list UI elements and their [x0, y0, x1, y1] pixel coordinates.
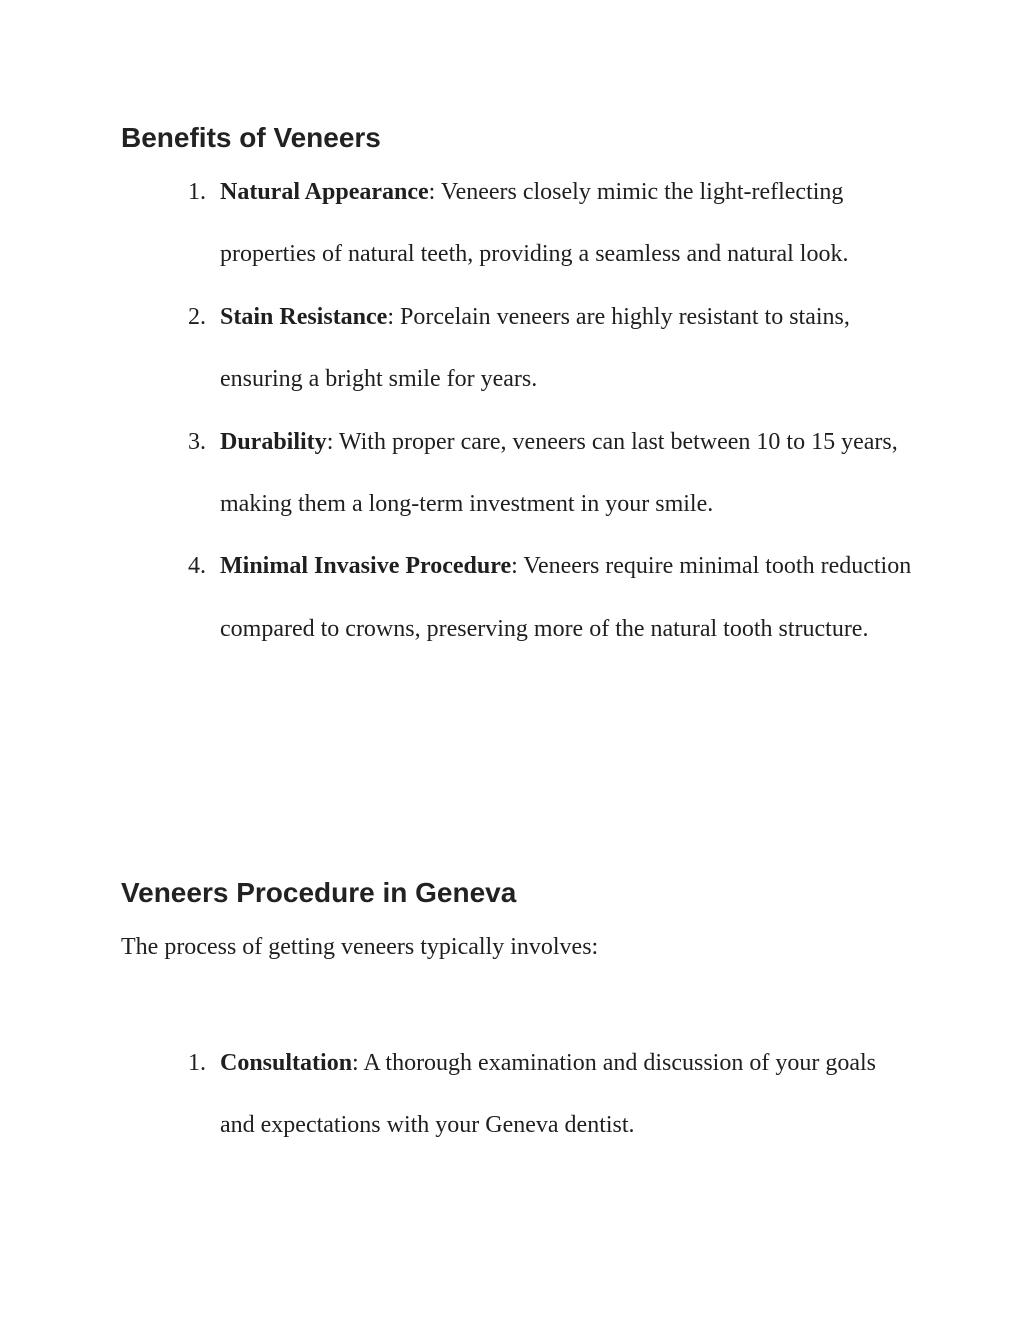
benefits-list: [0, 161, 1024, 660]
list-item-text: : Veneers closely mimic the light-reflecting properties of natural teeth, providing a seamless and natural look.: [220, 179, 849, 268]
list-item-number: 2.: [188, 303, 206, 330]
list-item: [0, 1032, 1024, 1157]
list-item: [0, 161, 1024, 286]
procedure-intro: The process of getting veneers typically involves:: [121, 934, 599, 960]
list-item-text: : Veneers require minimal tooth reduction compared to crowns, preserving more of the natural tooth structure.: [220, 553, 912, 642]
list-item: [0, 286, 1024, 411]
section-title-benefits: Benefits of Veneers: [121, 122, 381, 153]
list-item-number: 1.: [188, 179, 206, 205]
list-item-term: Durability: [220, 428, 327, 455]
procedure-list: [0, 1032, 1024, 1157]
list-item-term: Minimal Invasive Procedure: [220, 553, 512, 580]
list-item-text: : With proper care, veneers can last between 10 to 15 years, making them a long-term investment in your smile.: [220, 428, 898, 518]
list-item-text: : Porcelain veneers are highly resistant to stains, ensuring a bright smile for years.: [220, 303, 850, 393]
list-item-number: 3.: [188, 428, 206, 455]
list-item: [0, 411, 1024, 536]
list-item-number: 4.: [188, 553, 206, 580]
list-item: [0, 535, 1024, 660]
list-item-term: Consultation: [220, 1050, 353, 1076]
list-item-text: : A thorough examination and discussion of your goals and expectations with your Geneva dentist.: [220, 1050, 876, 1139]
section-title-procedure: Veneers Procedure in Geneva: [121, 877, 517, 908]
list-item-term: Stain Resistance: [220, 303, 388, 330]
list-item-number: 1.: [188, 1050, 206, 1076]
list-item-term: Natural Appearance: [220, 179, 429, 205]
